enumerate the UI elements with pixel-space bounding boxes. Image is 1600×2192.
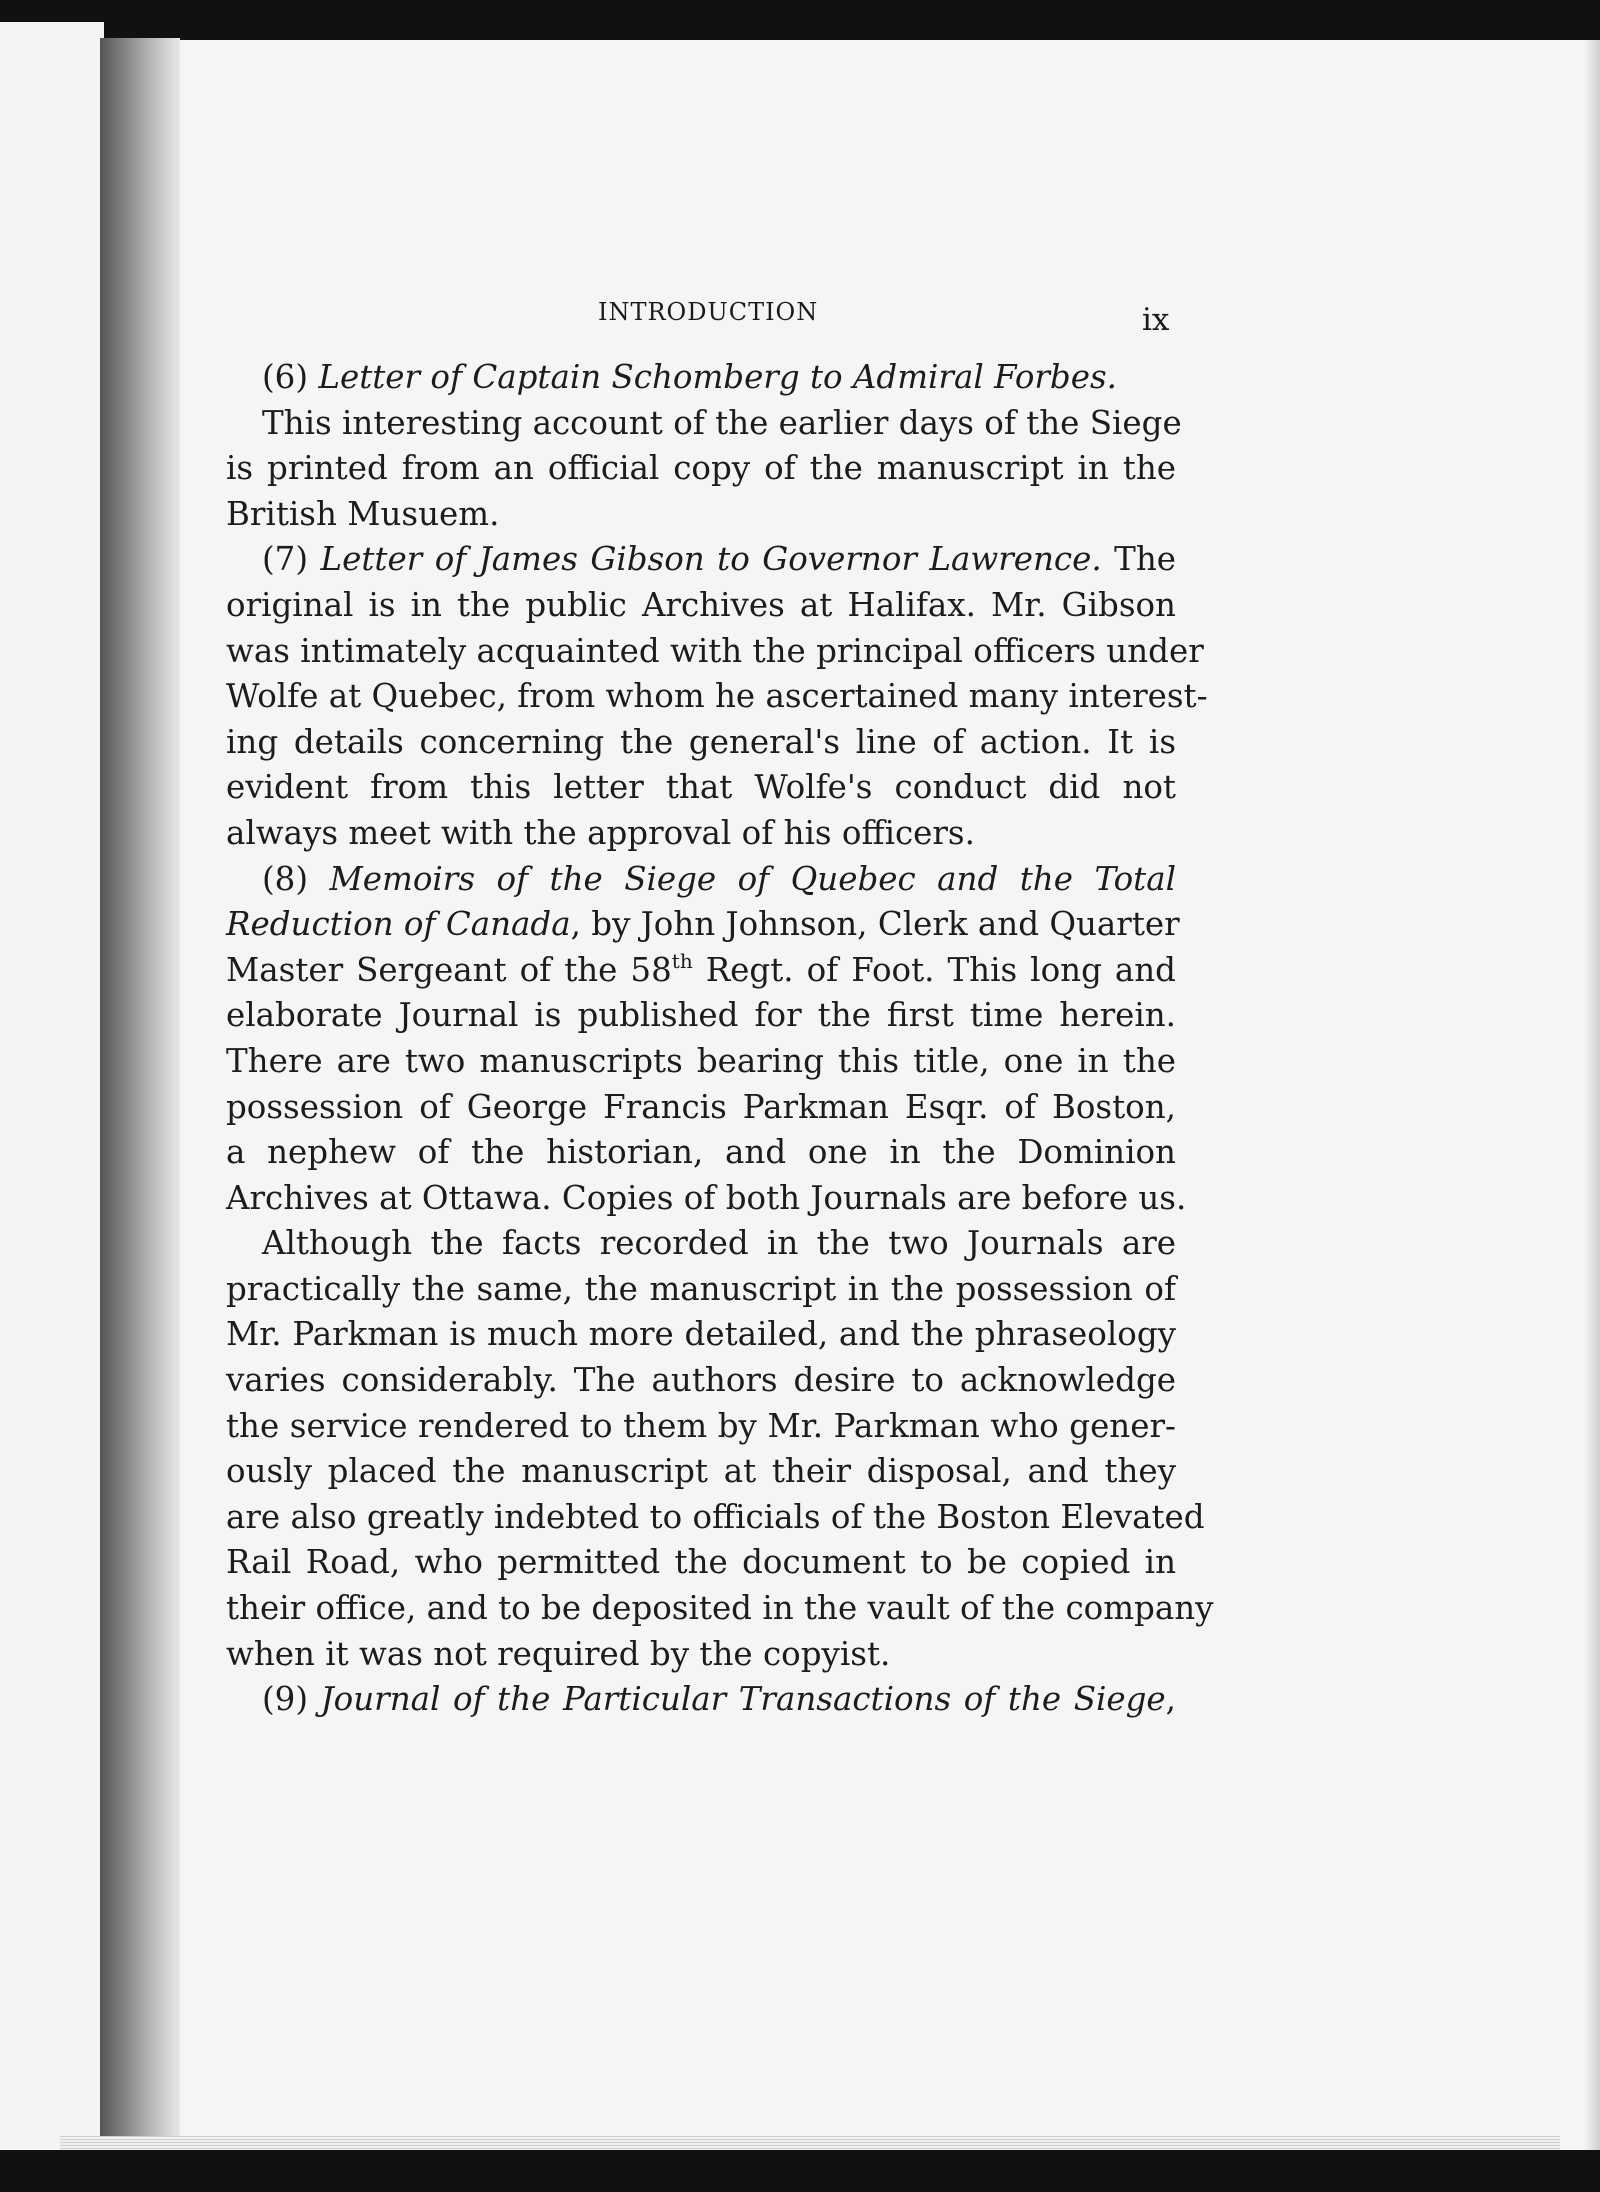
page-stack-edge bbox=[60, 2136, 1560, 2150]
page-number: ix bbox=[1142, 302, 1170, 338]
text-line bbox=[226, 993, 1176, 1039]
italic-title: Letter of James Gibson to Governor Lawrence. bbox=[320, 540, 1102, 579]
text-run: the service rendered to them by Mr. Parkman who gener- bbox=[226, 1406, 1176, 1445]
text-run: Archives at Ottawa. Copies of both Journals are before us. bbox=[226, 1178, 1187, 1217]
text-run: Rail Road, who permitted the document to be copied in bbox=[226, 1543, 1176, 1582]
text-line bbox=[226, 1312, 1176, 1358]
text-run: (7) bbox=[262, 540, 321, 579]
page-right-edge bbox=[1584, 40, 1600, 2150]
body-text bbox=[226, 355, 1214, 1723]
text-line bbox=[226, 446, 1176, 492]
running-head: INTRODUCTION bbox=[598, 298, 819, 326]
text-line bbox=[226, 629, 1204, 675]
text-line bbox=[226, 720, 1176, 766]
text-line bbox=[226, 811, 1176, 857]
text-line bbox=[226, 1130, 1176, 1176]
text-run: The bbox=[1101, 540, 1176, 579]
text-run: elaborate Journal is published for the first time herein. bbox=[226, 996, 1176, 1035]
text-run: ously placed the manuscript at their disposal, and they bbox=[226, 1452, 1176, 1491]
text-line bbox=[226, 1358, 1176, 1404]
text-line bbox=[226, 1176, 1187, 1222]
italic-title: Reduction of Canada bbox=[226, 905, 571, 944]
text-run: is printed from an official copy of the manuscript in the bbox=[226, 449, 1176, 488]
text-run: when it was not required by the copyist. bbox=[226, 1634, 891, 1673]
text-run: varies considerably. The authors desire to acknowledge bbox=[226, 1361, 1176, 1400]
text-run: (9) bbox=[262, 1680, 321, 1719]
text-run: (6) bbox=[262, 358, 319, 396]
text-run: possession of George Francis Parkman Esqr. of Boston, bbox=[226, 1087, 1176, 1126]
text-run: British Musuem. bbox=[226, 494, 500, 533]
text-run: , bbox=[1165, 1680, 1176, 1719]
text-run: , by John Johnson, Clerk and Quarter bbox=[570, 905, 1180, 944]
text-run: (8) bbox=[262, 859, 330, 898]
page-gutter-shadow bbox=[100, 38, 180, 2156]
text-line bbox=[226, 1039, 1176, 1085]
text-run: a nephew of the historian, and one in the Dominion bbox=[226, 1133, 1176, 1172]
text-line bbox=[226, 583, 1176, 629]
text-line bbox=[226, 1085, 1176, 1131]
text-run: ing details concerning the general's line of action. It is bbox=[226, 722, 1176, 761]
text-line bbox=[226, 537, 1176, 583]
text-run: Mr. Parkman is much more detailed, and the phraseology bbox=[226, 1315, 1176, 1354]
text-line bbox=[226, 674, 1208, 720]
text-line bbox=[226, 1267, 1176, 1313]
text-run: always meet with the approval of his officers. bbox=[226, 813, 975, 852]
text-line bbox=[226, 1677, 1176, 1723]
italic-title: Journal of the Particular Transactions of the Siege bbox=[320, 1680, 1166, 1719]
text-run: Wolfe at Quebec, from whom he ascertained many interest- bbox=[226, 677, 1208, 716]
text-line bbox=[226, 1632, 1176, 1678]
text-line bbox=[226, 492, 1176, 538]
text-line bbox=[226, 765, 1176, 811]
text-line bbox=[226, 1404, 1176, 1450]
text-run: Master Sergeant of the 58 bbox=[226, 950, 672, 989]
text-line bbox=[226, 1495, 1205, 1541]
text-run: Regt. of Foot. This long and bbox=[692, 950, 1176, 989]
text-run: practically the same, the manuscript in the possession of bbox=[226, 1269, 1176, 1308]
text-line bbox=[226, 1221, 1176, 1267]
text-run: their office, and to be deposited in the vault of the company bbox=[226, 1589, 1214, 1628]
scan-bottom-edge bbox=[0, 2150, 1600, 2192]
text-run: are also greatly indebted to officials of the Boston Elevated bbox=[226, 1497, 1205, 1536]
text-line bbox=[226, 1449, 1176, 1495]
text-run: original is in the public Archives at Halifax. Mr. Gibson bbox=[226, 585, 1176, 624]
text-run: There are two manuscripts bearing this title, one in the bbox=[226, 1041, 1176, 1080]
text-line bbox=[226, 857, 1176, 903]
superscript: th bbox=[671, 948, 693, 973]
italic-title: Memoirs of the Siege of Quebec and the Total bbox=[329, 859, 1176, 898]
text-run: This interesting account of the earlier days of the Siege bbox=[262, 403, 1182, 442]
text-run: evident from this letter that Wolfe's conduct did not bbox=[226, 768, 1176, 807]
text-line bbox=[226, 948, 1176, 994]
facing-page-edge bbox=[0, 22, 104, 2170]
text-line bbox=[226, 1540, 1176, 1586]
text-line bbox=[226, 401, 1182, 447]
text-line bbox=[226, 355, 1176, 401]
text-run: was intimately acquainted with the principal officers under bbox=[226, 631, 1204, 670]
text-run: Although the facts recorded in the two Journals are bbox=[262, 1224, 1176, 1263]
italic-title: Letter of Captain Schomberg to Admiral Forbes. bbox=[318, 358, 1117, 396]
text-line bbox=[226, 1586, 1214, 1632]
text-line bbox=[226, 902, 1180, 948]
